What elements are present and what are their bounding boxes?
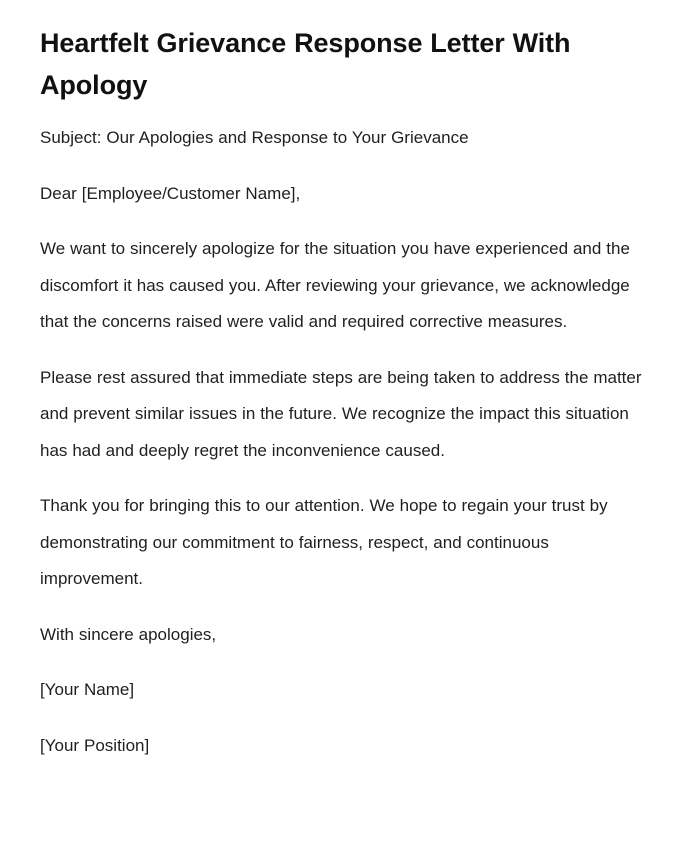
- closing-sign-off: With sincere apologies,: [40, 624, 217, 644]
- body-paragraph-3: Thank you for bringing this to our attention. We hope to regain your trust by demonstrating our commitment to fairness, respect, and continuous improvement.: [40, 496, 608, 588]
- body-paragraph-1: We want to sincerely apologize for the situation you have experienced and the discomfort it has caused you. After reviewing your grievance, we acknowledge that the concerns raised were valid and required corrective measures.: [40, 239, 630, 331]
- page-title: Heartfelt Grievance Response Letter With Apology: [40, 28, 571, 100]
- letter-body: [40, 120, 660, 764]
- closing-name-placeholder: [Your Name]: [40, 680, 135, 699]
- closing-position-placeholder: [Your Position]: [40, 735, 150, 755]
- body-paragraph-2: Please rest assured that immediate steps are being taken to address the matter and prevent similar issues in the future. We recognize the impact this situation has had and deeply regret the inconvenience caused.: [40, 367, 642, 460]
- subject-line: Subject: Our Apologies and Response to Your Grievance: [40, 128, 469, 147]
- salutation: Dear [Employee/Customer Name],: [40, 183, 301, 203]
